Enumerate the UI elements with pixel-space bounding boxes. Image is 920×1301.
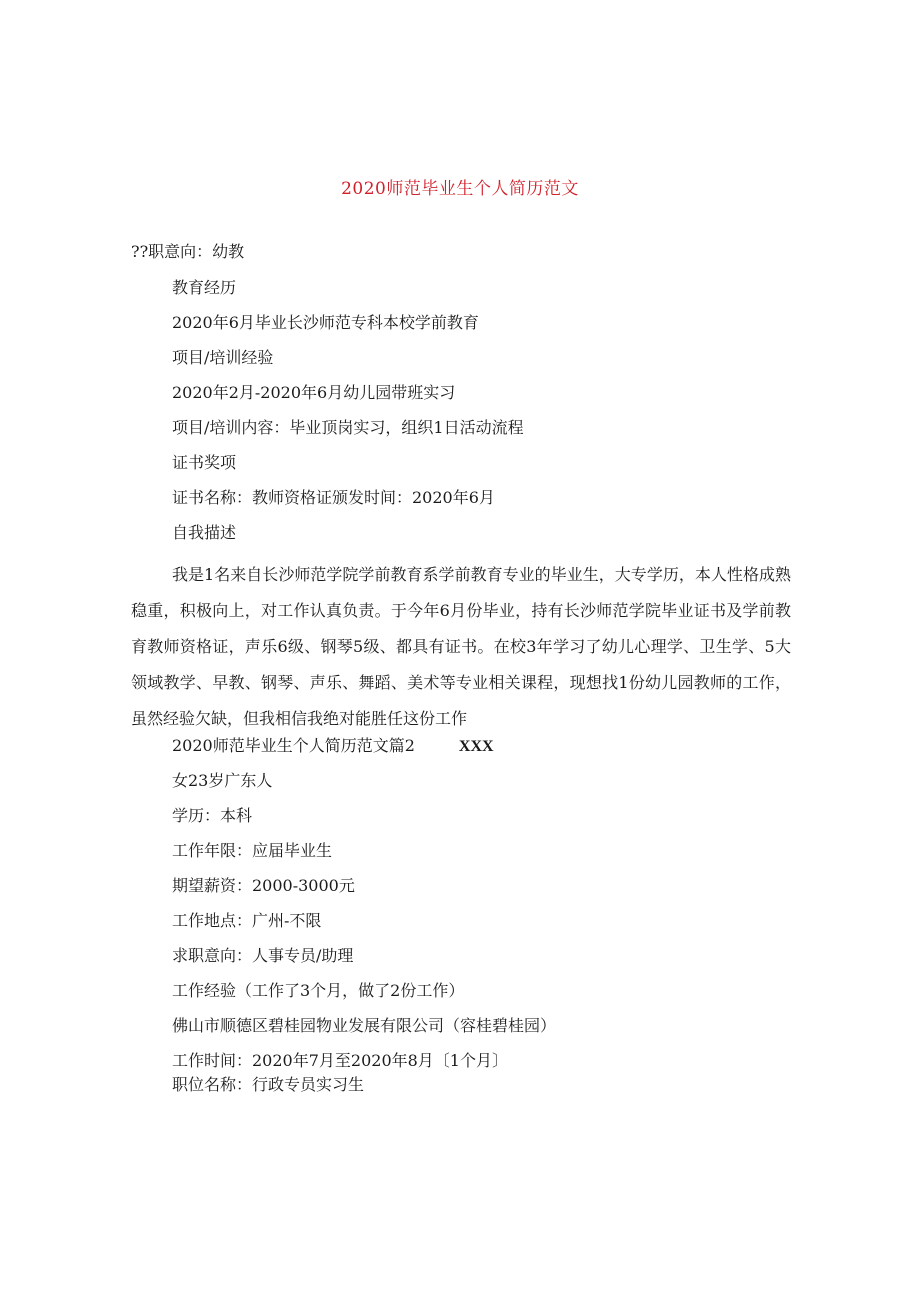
section2-title: 2020师范毕业生个人简历范文篇2 (172, 736, 415, 755)
profile-line: 女23岁广东人 (172, 771, 273, 790)
work-years-line: 工作年限：应届毕业生 (172, 841, 333, 860)
work-experience-line: 工作经验（工作了3个月，做了2份工作） (172, 981, 465, 1000)
company-line: 佛山市顺德区碧桂园物业发展有限公司（容桂碧桂园） (172, 1016, 557, 1035)
self-description-heading: 自我描述 (172, 523, 237, 542)
work-period-line: 工作时间：2020年7月至2020年8月〔1个月〕 (172, 1051, 508, 1070)
certificate-detail-line: 证书名称：教师资格证颁发时间：2020年6月 (172, 488, 495, 507)
project-heading: 项目/培训经验 (172, 348, 274, 367)
job-intention-line: ??职意向：幼教 (131, 242, 245, 261)
degree-line: 学历：本科 (172, 806, 253, 825)
education-heading: 教育经历 (172, 278, 237, 297)
education-detail-line: 2020年6月毕业长沙师范专科本校学前教育 (172, 313, 479, 332)
position-line: 职位名称：行政专员实习生 (172, 1075, 365, 1094)
work-location-line: 工作地点：广州-不限 (172, 911, 322, 930)
expected-salary-line: 期望薪资：2000-3000元 (172, 876, 355, 895)
section2-name: XXX (458, 738, 494, 755)
certificate-heading: 证书奖项 (172, 453, 237, 472)
project-content-line: 项目/培训内容：毕业顶岗实习，组织1日活动流程 (172, 418, 524, 437)
job-target-line: 求职意向：人事专员/助理 (172, 946, 354, 965)
project-period-line: 2020年2月-2020年6月幼儿园带班实习 (172, 383, 456, 402)
self-description-paragraph: 我是1名来自长沙师范学院学前教育系学前教育专业的毕业生，大专学历，本人性格成熟稳重，积极向上，对工作认真负责。于今年6月份毕业，持有长沙师范学院毕业证书及学前教育教师资格证，声乐6级、钢琴5级、都具有证书。在校3年学习了幼儿心理学、卫生学、5大领域教学、早教、钢琴、声乐、舞蹈、美术等专业相关课程，现想找1份幼儿园教师的工作，虽然经验欠缺，但我相信我绝对能胜任这份工作 (131, 565, 791, 728)
section2-heading-line (172, 736, 494, 757)
document-title: 2020师范毕业生个人简历范文 (341, 179, 579, 199)
